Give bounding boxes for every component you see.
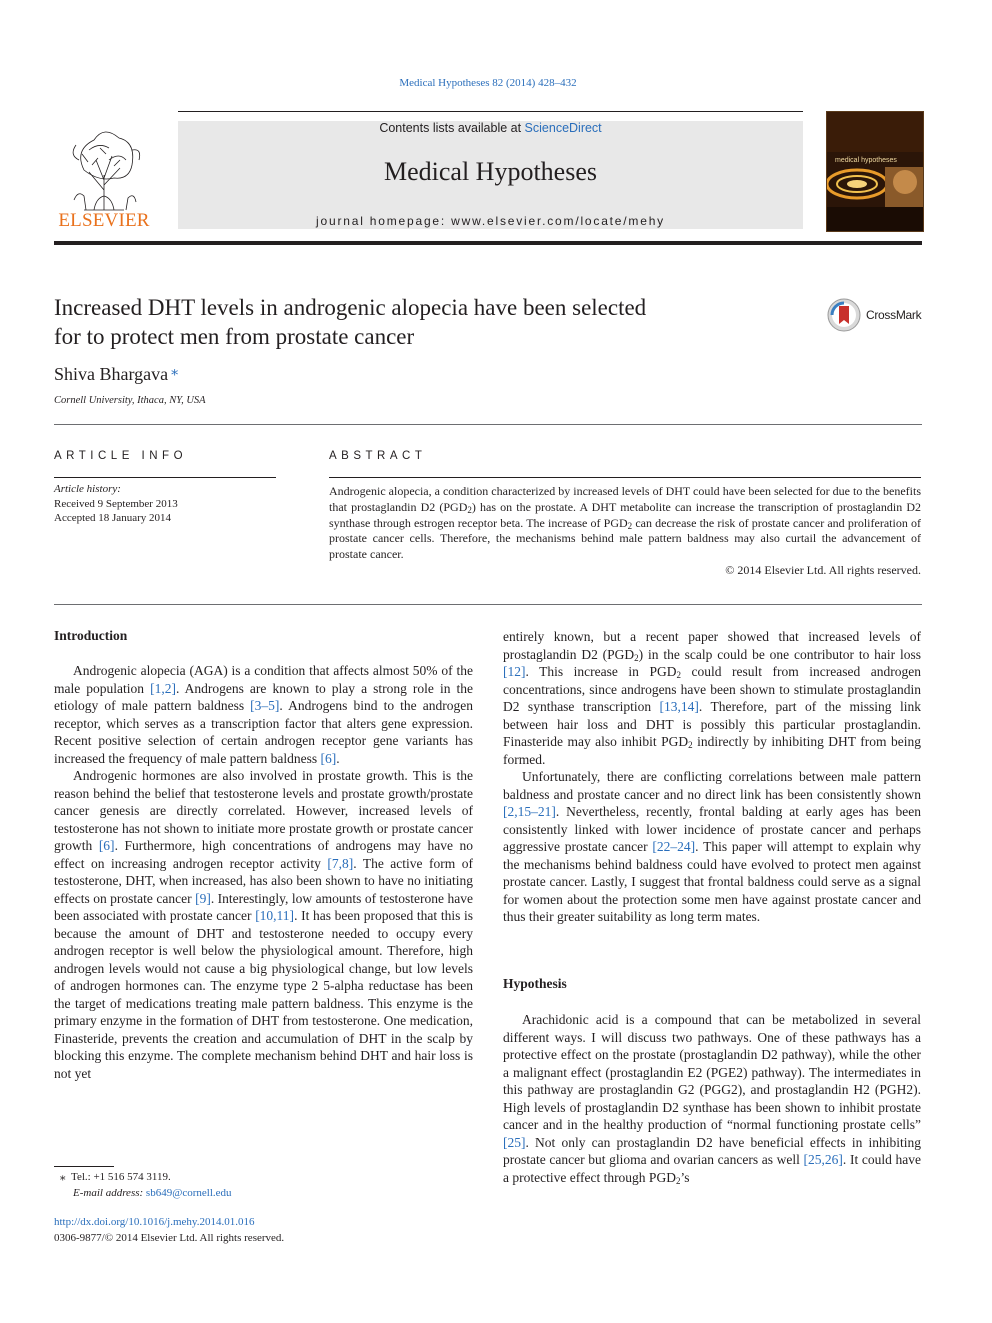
- accepted-date: Accepted 18 January 2014: [54, 512, 171, 524]
- reference-link[interactable]: [25,26]: [803, 1152, 843, 1167]
- text: Androgenic hormones are also involved in prostate growth. This is the reason behind the belief that testosterone levels and prostate growth/prostate cancer genesis are directly correlated. However, increased levels of testosterone has not shown to initiate more prostate growth or prostate cancer growth: [54, 768, 473, 853]
- reference-link[interactable]: [6]: [320, 750, 337, 766]
- reference-link[interactable]: [7,8]: [327, 855, 354, 871]
- text: . Furthermore, high concentrations of androgens may have no effect on increasing androgen receptor activity: [54, 838, 473, 871]
- intro-paragraph-1: [54, 662, 473, 767]
- reference-link[interactable]: [6]: [98, 838, 115, 853]
- subscript: 2: [676, 670, 681, 680]
- author-affiliation: Cornell University, Ithaca, NY, USA: [54, 395, 206, 406]
- reference-link[interactable]: [2,15–21]: [503, 804, 556, 819]
- header-top-rule: [178, 111, 803, 112]
- footnote-mark: ⁎: [60, 1171, 66, 1183]
- text: entirely known, but a recent paper showed that increased levels of prostaglandin D2 (PGD: [503, 629, 921, 662]
- journal-homepage[interactable]: journal homepage: www.elsevier.com/locate/mehy: [316, 214, 665, 228]
- abstract-text-3: can decrease the risk of prostate cancer and proliferation of prostate cancer cells. Therefore, the mechanisms behind male pattern baldness may also curtail the advancement of prostate cancer.: [329, 515, 921, 562]
- hypothesis-heading: Hypothesis: [503, 976, 567, 991]
- text: . Nevertheless, recently, frontal balding at early ages has been consistently linked with lower incidence of prostate cancer and perhaps aggressive prostate cancer: [503, 804, 921, 854]
- subscript: 2: [634, 652, 639, 663]
- text: . Therefore, part of the missing link between hair loss and DHT is possibly this particular prostaglandin. Finasteride may also inhibit PGD: [503, 699, 921, 749]
- abstract-heading: ABSTRACT: [329, 450, 427, 462]
- reference-link[interactable]: [13,14]: [659, 699, 699, 714]
- author-name: Shiva Bhargava: [54, 364, 169, 384]
- hypothesis-paragraph-1: [503, 1011, 921, 1186]
- elsevier-wordmark: ELSEVIER: [58, 210, 150, 231]
- doi-link[interactable]: http://dx.doi.org/10.1016/j.mehy.2014.01.016: [54, 1216, 255, 1228]
- reference-link[interactable]: [25]: [503, 1134, 526, 1150]
- journal-cover-image: [826, 111, 924, 232]
- intro-paragraph-4: [503, 768, 921, 926]
- cover-title: medical hypotheses: [835, 157, 897, 164]
- sciencedirect-link[interactable]: ScienceDirect: [524, 121, 602, 135]
- subscript: 2: [688, 740, 693, 750]
- abstract-text-2: ) has on the prostate. A DHT metabolite can increase the transcription of prostaglandin D2 synthase through estrogen receptor beta. The increase of PGD: [329, 499, 922, 530]
- reference-link[interactable]: [1,2]: [150, 680, 176, 696]
- text: Androgenic alopecia (AGA) is a condition that affects almost 50% of the male population: [54, 663, 473, 696]
- abstract-separator-rule: [54, 604, 922, 605]
- reference-link[interactable]: [3–5]: [250, 698, 280, 713]
- cover-art: [827, 112, 923, 231]
- footnote-rule: [54, 1166, 114, 1167]
- text: ’s: [680, 1169, 690, 1185]
- text: indirectly by inhibiting DHT from being formed.: [503, 734, 921, 767]
- author-footnote-mark[interactable]: ⁎: [171, 364, 179, 379]
- text: Unfortunately, there are conflicting correlations between male pattern baldness and prostate cancer and no direct link has been consistently shown: [503, 769, 921, 802]
- author-footnote: [54, 1170, 232, 1201]
- issn-copyright: 0306-9877/© 2014 Elsevier Ltd. All rights reserved.: [54, 1231, 285, 1244]
- hypothesis-body: [503, 1011, 921, 1186]
- author-line: [54, 364, 178, 385]
- journal-reference-link[interactable]: Medical Hypotheses 82 (2014) 428–432: [399, 77, 577, 89]
- article-history: [54, 482, 178, 526]
- text: . Androgens bind to the androgen receptor, which serves as a transcription factor that alters gene expression. Recent positive selection of certain androgen receptor gene variants has increased the frequency of male pattern baldness: [54, 698, 473, 766]
- received-date: Received 9 September 2013: [54, 497, 178, 510]
- intro-paragraph-2: [54, 767, 473, 1082]
- article-title: [54, 293, 794, 351]
- reference-link[interactable]: [22–24]: [652, 839, 696, 854]
- contents-prefix: Contents lists available at: [379, 121, 525, 135]
- article-title-line-2: for to protect men from prostate cancer: [54, 324, 415, 349]
- title-separator-rule: [54, 424, 922, 425]
- crossmark-icon: [826, 297, 862, 333]
- abstract-sub-1: 2: [467, 504, 472, 515]
- article-info-heading: ARTICLE INFO: [54, 450, 188, 462]
- journal-title: Medical Hypotheses: [383, 157, 597, 186]
- abstract-text-1: Androgenic alopecia, a condition characterized by increased levels of DHT could have been selected for due to the benefits that prostaglandin D2 (PGD: [329, 484, 921, 514]
- header-bottom-rule: [54, 241, 922, 245]
- reference-link[interactable]: [12]: [503, 664, 526, 679]
- text: . Not only can prostaglandin D2 have beneficial effects in inhibiting prostate cancer but glioma and ovarian cancers as well: [503, 1134, 921, 1167]
- text: . It could have a protective effect through PGD: [503, 1152, 921, 1185]
- text: Arachidonic acid is a compound that can be metabolized in several different ways. I will discuss two pathways. One of these pathways has a protective effect on the prostate (prostaglandin D2 pathway), while the other a malignant effect (prostaglandin E2 (PGE2) pathway). The intermediates in this pathway are prostaglandin G2 (PGG2), and prostaglandin H2 (PGH2). High levels of prostaglandin D2 synthase has been shown to inhibit prostate cancer and in the healthy production of “normal functioning prostate cells”: [503, 1012, 921, 1132]
- article-title-line-1: Increased DHT levels in androgenic alopecia have been selected: [54, 295, 647, 320]
- subscript: 2: [675, 1175, 681, 1186]
- email-link[interactable]: sb649@cornell.edu: [145, 1186, 232, 1199]
- contents-line: [178, 121, 803, 135]
- text: . This increase in PGD: [525, 664, 677, 679]
- text: . Interestingly, low amounts of testosterone have been associated with prostate cancer: [54, 890, 473, 923]
- intro-paragraph-3: [503, 628, 921, 768]
- telephone-line: [54, 1170, 232, 1186]
- right-column-body: [503, 628, 921, 926]
- article-history-label: Article history:: [54, 483, 121, 495]
- reference-link[interactable]: [10,11]: [255, 908, 295, 923]
- left-column-body: [54, 662, 473, 1082]
- abstract-body: [329, 484, 921, 579]
- article-info-rule: [54, 477, 276, 478]
- email-line: [54, 1186, 232, 1202]
- crossmark-button[interactable]: [826, 297, 936, 333]
- crossmark-label: CrossMark: [866, 308, 922, 322]
- doi-block: [54, 1215, 284, 1246]
- email-label: E-mail address:: [73, 1186, 146, 1199]
- text: . Androgens are known to play a strong role in the etiology of male pattern baldness: [54, 680, 473, 713]
- text: .: [336, 750, 340, 766]
- reference-link[interactable]: [9]: [195, 890, 211, 906]
- text: ) in the scalp could be one contributor to hair loss: [638, 646, 921, 662]
- abstract-copyright: © 2014 Elsevier Ltd. All rights reserved.: [725, 562, 921, 577]
- text: . This paper will attempt to explain why the mechanisms behind baldness could have evolved to protect men against prostate cancer. Lastly, I suggest that frontal baldness could serve as a signal for women about the protection some men have against prostate cancer and thus their greater suitability as long term mates.: [503, 839, 921, 924]
- text: . The active form of testosterone, DHT, when increased, has also been shown to have no initiating effects on prostate cancer: [54, 855, 473, 906]
- telephone: Tel.: +1 516 574 3119.: [71, 1171, 171, 1183]
- introduction-heading: Introduction: [54, 628, 128, 643]
- abstract-rule: [329, 477, 921, 478]
- abstract-sub-2: 2: [627, 520, 633, 531]
- text: . It has been proposed that this is because the amount of DHT and testosterone needed to occupy every androgen receptor is well below the physiological amount. Therefore, high androgen levels would not cause a big physiological change, but low levels of androgen hormones can. The enzyme type 2 5-alpha reductase has been the target of medications treating male pattern baldness. This enzyme is the primary enzyme in the formation of DHT from testosterone. One medication, Finasteride, prevents the creation and accumulation of DHT in the scalp by blocking this enzyme. The complete mechanism behind DHT and hair loss is not yet: [54, 908, 473, 1081]
- text: could result from increased androgen concentrations, since androgens have been shown to stimulate prostaglandin D2 synthase transcription: [503, 664, 921, 714]
